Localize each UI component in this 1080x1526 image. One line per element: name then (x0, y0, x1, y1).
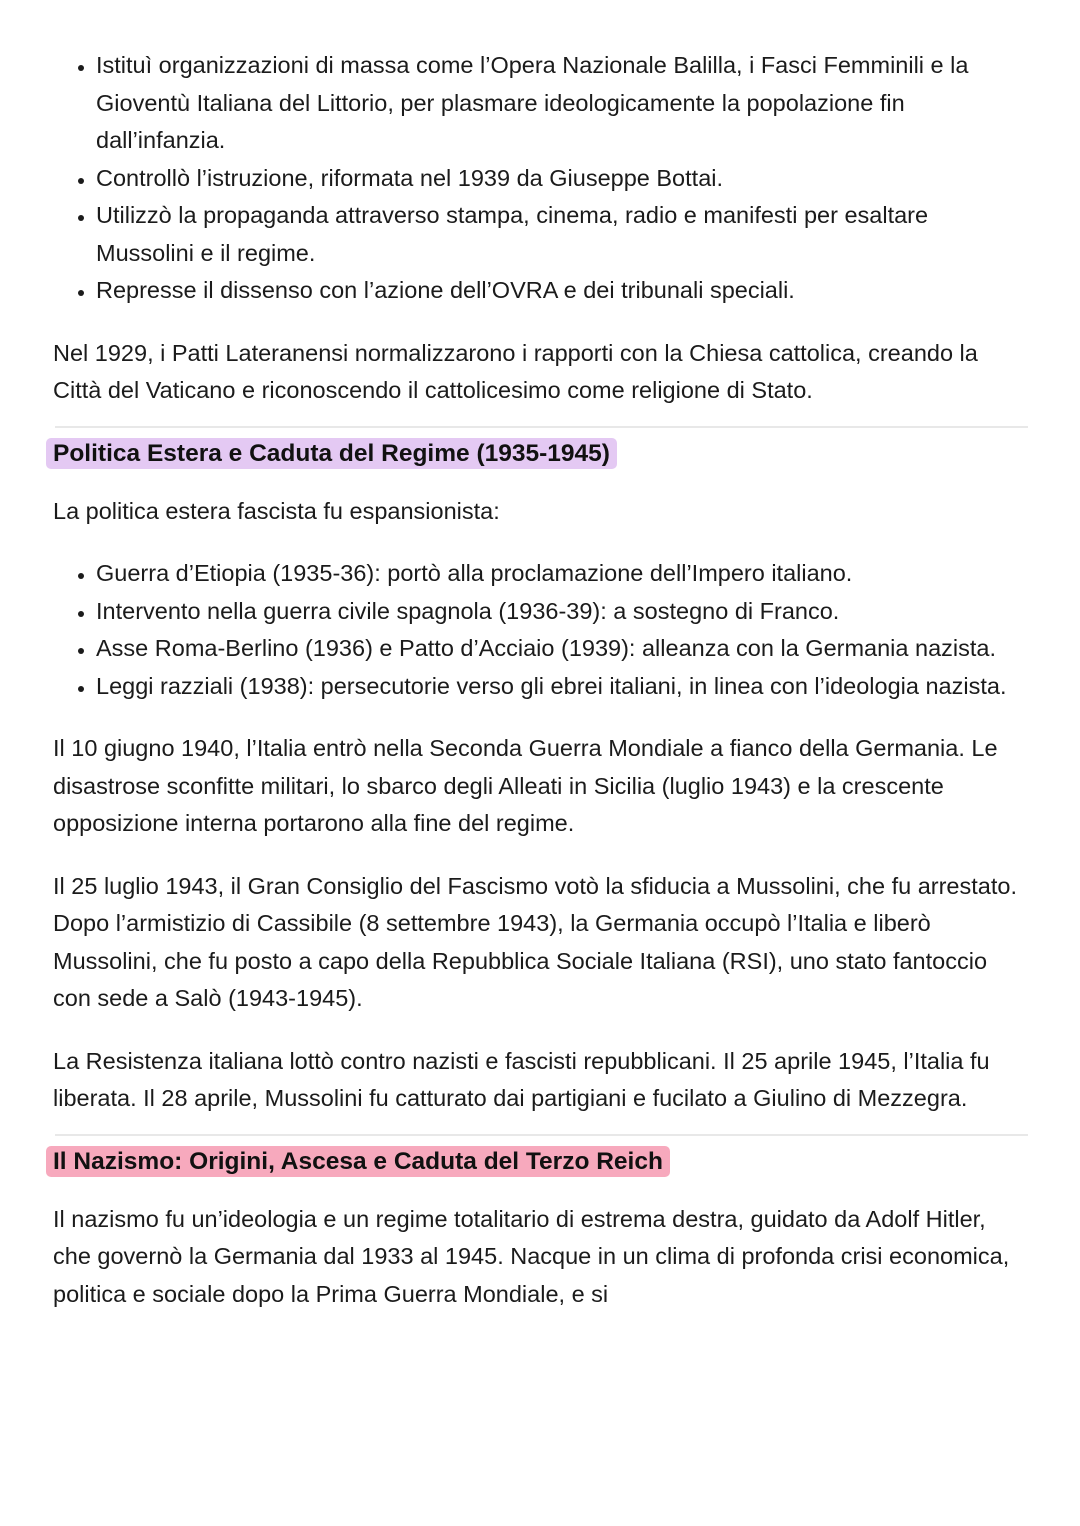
list-item: • Leggi razziali (1938): persecutorie verso gli ebrei italiani, in linea con l’ideologia nazista. (96, 668, 1030, 706)
section-heading-nazismo (53, 1146, 1030, 1178)
bullet-list-politica-estera (53, 555, 1030, 705)
list-item: • Istituì organizzazioni di massa come l’Opera Nazionale Balilla, i Fasci Femminili e la Gioventù Italiana del Littorio, per plasmare ideologicamente la popolazione fin dall’infanzia. (96, 47, 1030, 160)
paragraph-seconda-guerra: Il 10 giugno 1940, l’Italia entrò nella Seconda Guerra Mondiale a fianco della Germania. Le disastrose sconfitte militari, lo sbarco degli Alleati in Sicilia (luglio 1943) e la crescente opposizione interna portarono alla fine del regime. (53, 735, 998, 836)
paragraph-resistenza: La Resistenza italiana lottò contro nazisti e fascisti repubblicani. Il 25 aprile 1945, l’Italia fu liberata. Il 28 aprile, Mussolini fu catturato dai partigiani e fucilato a Giulino di Mezzegra. (53, 1047, 990, 1111)
list-item: • Guerra d’Etiopia (1935-36): portò alla proclamazione dell’Impero italiano. (96, 555, 1030, 593)
bullet-list-regime-tools (53, 47, 1030, 310)
list-item: • Represse il dissenso con l’azione dell’OVRA e dei tribunali speciali. (96, 272, 1030, 310)
paragraph-patti-lateranensi: Nel 1929, i Patti Lateranensi normalizzarono i rapporti con la Chiesa cattolica, creando la Città del Vaticano e riconoscendo il cattolicesimo come religione di Stato. (53, 339, 978, 403)
section-divider (55, 426, 1028, 428)
paragraph-caduta-mussolini: Il 25 luglio 1943, il Gran Consiglio del Fascismo votò la sfiducia a Mussolini, che fu arrestato. Dopo l’armistizio di Cassibile (8 settembre 1943), la Germania occupò l’Italia e liberò Mussolini, che fu posto a capo della Repubblica Sociale Italiana (RSI), uno stato fantoccio con sede a Salò (1943-1945). (53, 872, 1017, 1011)
highlighted-heading-text: Politica Estera e Caduta del Regime (1935-1945) (46, 438, 617, 469)
highlighted-heading-text: Il Nazismo: Origini, Ascesa e Caduta del Terzo Reich (46, 1146, 670, 1177)
list-item: • Utilizzò la propaganda attraverso stampa, cinema, radio e manifesti per esaltare Mussolini e il regime. (96, 197, 1030, 272)
section-divider (55, 1134, 1028, 1136)
list-item: • Intervento nella guerra civile spagnola (1936-39): a sostegno di Franco. (96, 593, 1030, 631)
section-heading-politica-estera (53, 438, 1030, 470)
paragraph-nazismo-intro: Il nazismo fu un’ideologia e un regime totalitario di estrema destra, guidato da Adolf Hitler, che governò la Germania dal 1933 al 1945. Nacque in un clima di profonda crisi economica, politica e sociale dopo la Prima Guerra Mondiale, e si (53, 1205, 1010, 1307)
list-item: • Asse Roma-Berlino (1936) e Patto d’Acciaio (1939): alleanza con la Germania nazista. (96, 630, 1030, 668)
paragraph-politica-estera-intro: La politica estera fascista fu espansionista: (53, 497, 500, 524)
list-item: • Controllò l’istruzione, riformata nel 1939 da Giuseppe Bottai. (96, 160, 1030, 198)
